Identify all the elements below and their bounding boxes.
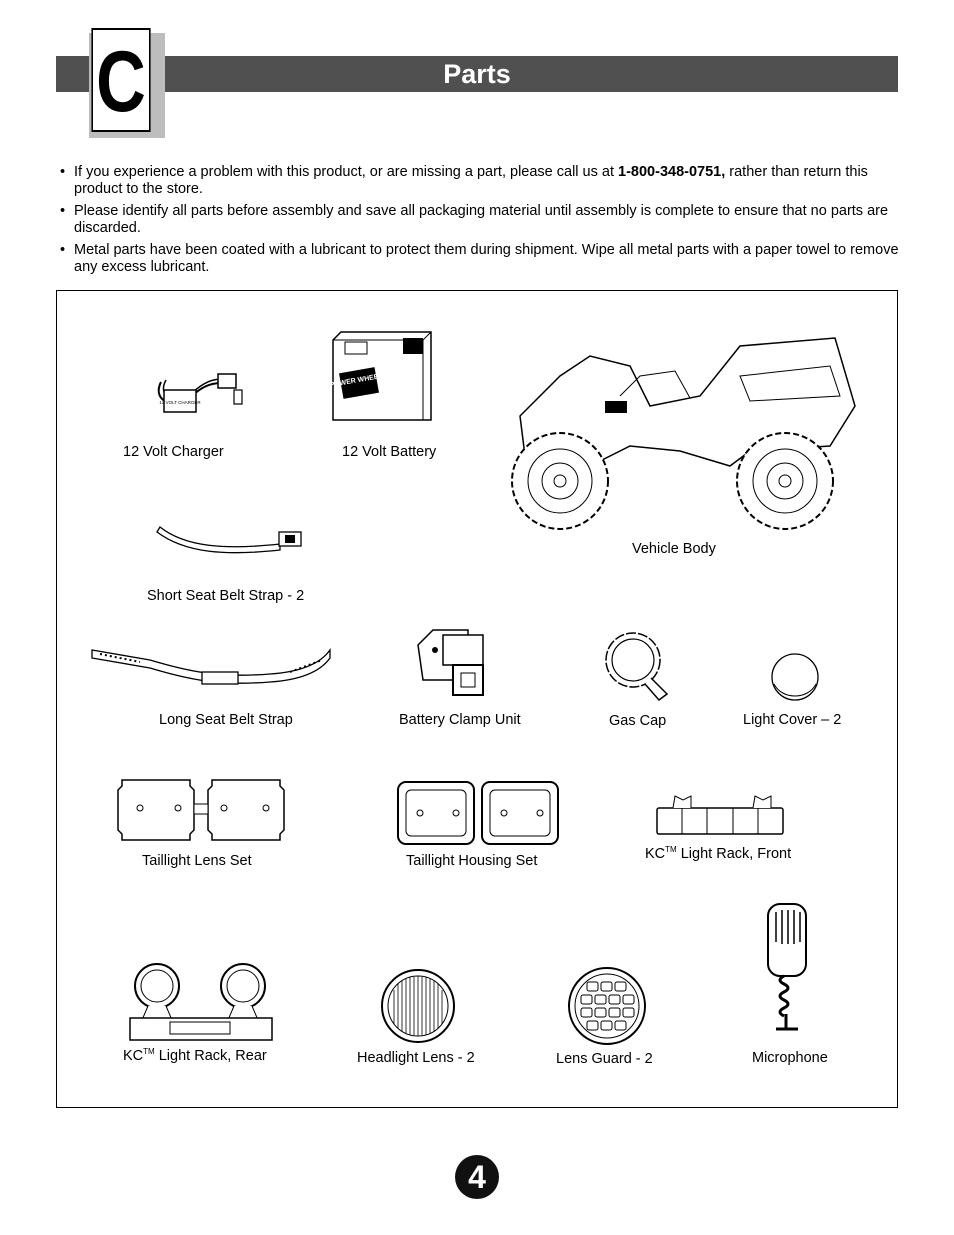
part-label-taillight-lens: Taillight Lens Set: [142, 853, 252, 869]
part-label-light-cover: Light Cover – 2: [743, 712, 842, 728]
microphone-illustration: [764, 902, 810, 1034]
charger-tag-text: 12 VOLT CHARGER: [159, 400, 201, 405]
part-label-vehicle-body: Vehicle Body: [632, 541, 716, 557]
page-number: 4: [455, 1155, 499, 1199]
short-belt-illustration: [155, 522, 310, 554]
part-label-battery-clamp: Battery Clamp Unit: [399, 712, 521, 728]
part-label-rack-rear: KC™ Light Rack, Rear: [123, 1047, 267, 1064]
rack-front-illustration: [655, 792, 787, 836]
instruction-item: • Please identify all parts before assembly and save all packaging material until assembly is complete to ensure that no parts are discarded.: [60, 203, 889, 236]
lens-guard-illustration: [567, 966, 649, 1046]
part-label-battery: 12 Volt Battery: [342, 444, 437, 460]
part-label-lens-guard: Lens Guard - 2: [556, 1051, 653, 1067]
vehicle-body-illustration: [500, 336, 865, 532]
battery-illustration: [331, 330, 434, 425]
charger-illustration: [146, 362, 246, 412]
part-label-short-belt: Short Seat Belt Strap - 2: [147, 588, 305, 604]
section-letter: C: [91, 28, 150, 132]
taillight-lens-illustration: [118, 778, 284, 842]
section-header-bar: [56, 56, 898, 92]
long-belt-illustration: [90, 642, 332, 687]
part-label-taillight-housing: Taillight Housing Set: [406, 853, 538, 869]
battery-clamp-illustration: [413, 625, 498, 700]
phone-number: 1-800-348-0751,: [618, 164, 726, 180]
battery-brand-text: POWER WHEELS: [329, 372, 388, 390]
part-label-headlight-lens: Headlight Lens - 2: [357, 1050, 475, 1066]
instruction-item: • If you experience a problem with this product, or are missing a part, please call us at 1-800-348-0751, rather than return this product to the store.: [60, 164, 868, 197]
part-label-microphone: Microphone: [752, 1050, 828, 1066]
rack-rear-illustration: [126, 962, 276, 1044]
part-label-charger: 12 Volt Charger: [123, 444, 224, 460]
part-label-long-belt: Long Seat Belt Strap: [159, 712, 293, 728]
light-cover-illustration: [770, 652, 820, 704]
page-title: Parts: [443, 59, 511, 89]
taillight-housing-illustration: [396, 780, 560, 846]
part-label-rack-front: KC™ Light Rack, Front: [645, 845, 792, 862]
headlight-lens-illustration: [380, 968, 456, 1044]
gas-cap-illustration: [603, 630, 673, 702]
instruction-item: • Metal parts have been coated with a lubricant to protect them during shipment. Wipe all metal parts with a paper towel to remove any excess lubricant.: [60, 242, 899, 275]
instructions-list: [58, 164, 903, 281]
part-label-gas-cap: Gas Cap: [609, 713, 667, 729]
